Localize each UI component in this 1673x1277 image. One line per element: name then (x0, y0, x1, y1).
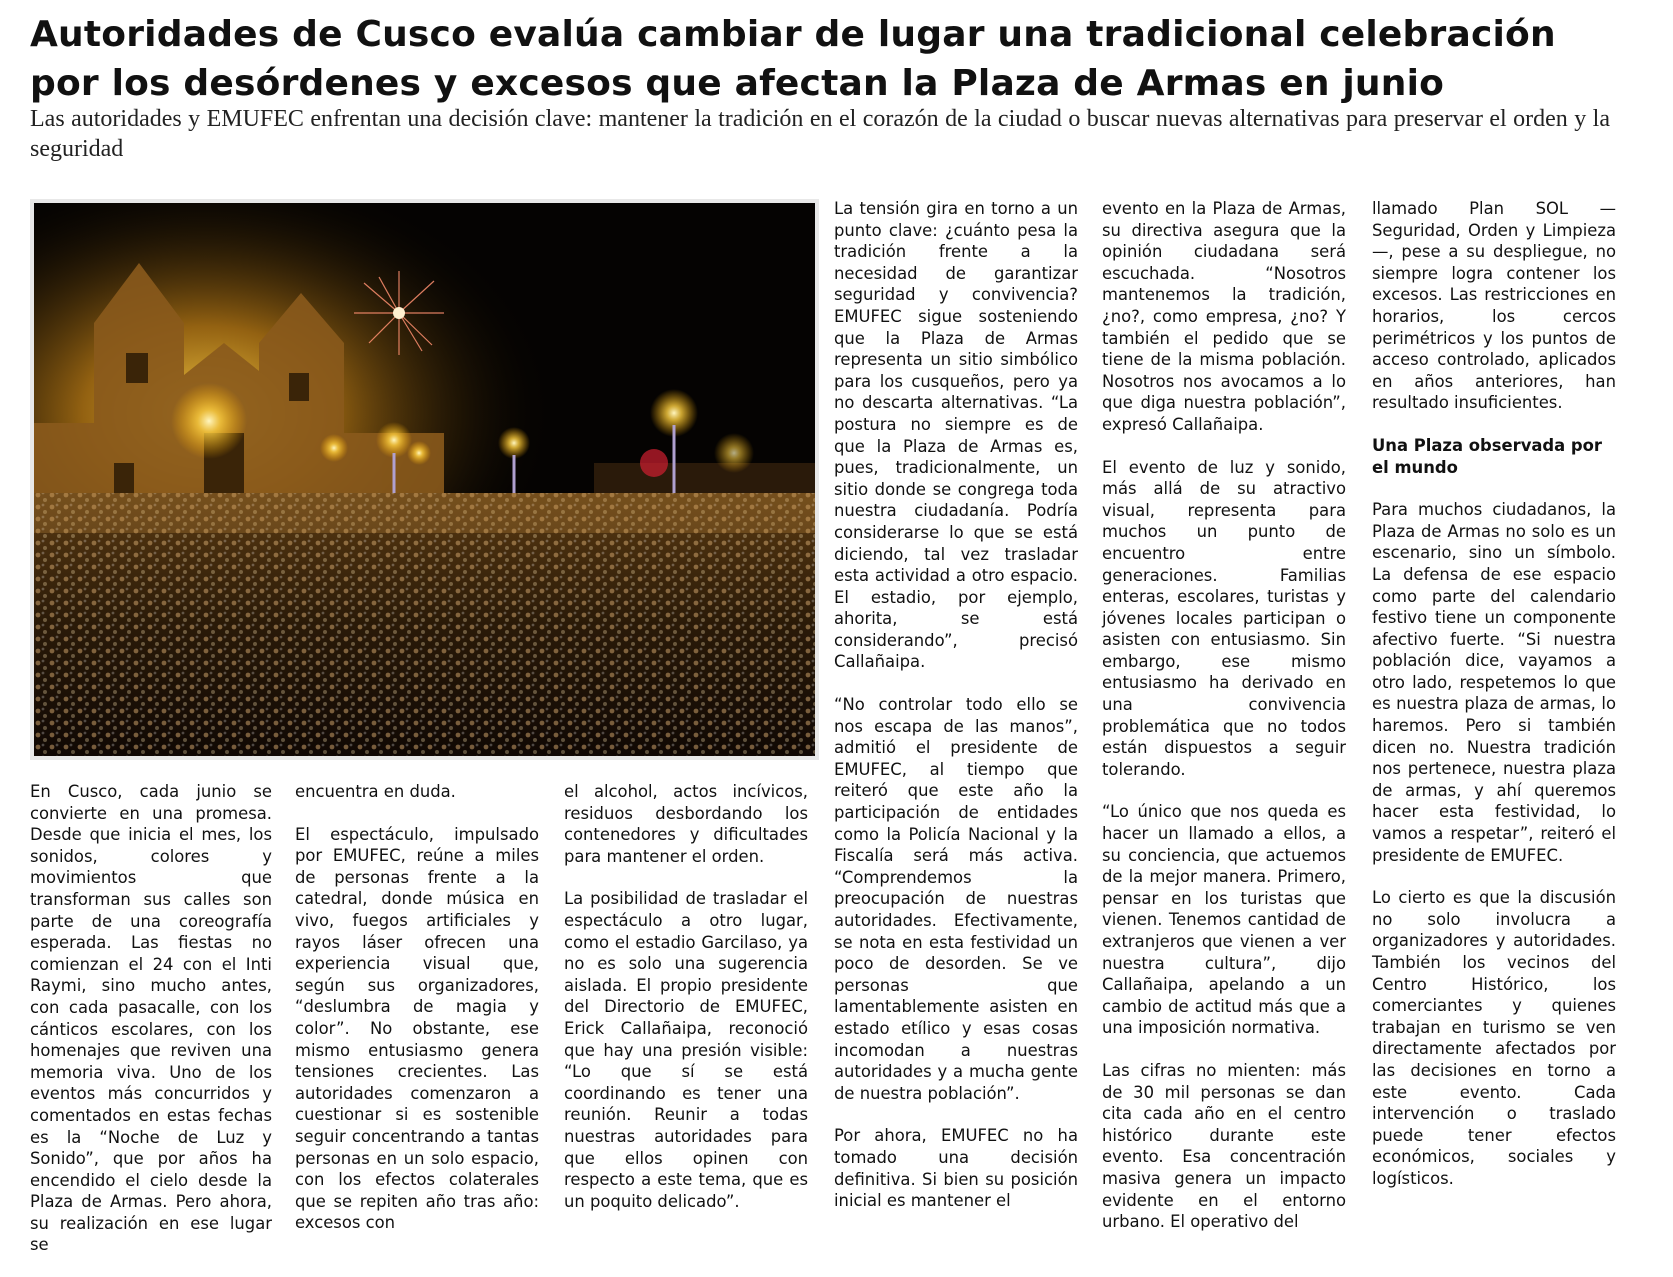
paragraph: Para muchos ciudadanos, la Plaza de Armas no solo es un escenario, sino un símbolo. La defensa de ese espacio como parte del calendario festivo tiene un componente afectivo fuerte. “Si nuestra población dice, vayamos a otro lado, respetemos lo que es nuestra plaza de armas, lo haremos. Pero si también dicen no. Nuestra tradición nos pertenece, nuestra plaza de armas, y ahí queremos hacer esta festividad, lo vamos a respetar”, reiteró el presidente de EMUFEC. (1372, 500, 1616, 865)
paragraph: Lo cierto es que la discusión no solo involucra a organizadores y autoridades. También los vecinos del Centro Histórico, los comerciantes y quienes trabajan en turismo se ven directamente afectados por las decisiones en torno a este evento. Cada intervención o traslado puede tener efectos económicos, sociales y logísticos. (1372, 888, 1616, 1188)
subtitle: Las autoridades y EMUFEC enfrentan una decisión clave: mantener la tradición en el corazón de la ciudad o buscar nuevas alternativas para preservar el orden y la seguridad (30, 106, 1610, 162)
paragraph: Las cifras no mienten: más de 30 mil personas se dan cita cada año en el centro histórico durante este evento. Esa concentración masiva genera un impacto evidente en el entorno urbano. El operativo del (1102, 1060, 1346, 1232)
article-column-3 (564, 781, 808, 1233)
article-column-2 (295, 781, 539, 1255)
paragraph: El evento de luz y sonido, más allá de su atractivo visual, representa para muchos un punto de encuentro entre generaciones. Familias enteras, escolares, turistas y jóvenes locales participan o asisten con entusiasmo. Sin embargo, ese mismo entusiasmo ha derivado en una convivencia problemática que no todos están dispuestos a seguir tolerando. (1102, 457, 1346, 779)
paragraph: En Cusco, cada junio se convierte en una promesa. Desde que inicia el mes, los sonidos, colores y movimientos que transforman sus calles son parte de una coreografía esperada. Las fiestas no comienzan el 24 con el Inti Raymi, sino mucho antes, con cada pasacalle, con los cánticos escolares, con los homenajes que reviven una memoria viva. Uno de los eventos más concurridos y comentados en estas fechas es la “Noche de Luz y Sonido”, que por años ha encendido el cielo desde la Plaza de Armas. Pero ahora, su realización en ese lugar se (30, 782, 272, 1255)
night-festival-photo-icon (34, 203, 815, 756)
paragraph: “Lo único que nos queda es hacer un llamado a ellos, a su conciencia, que actuemos de la mejor manera. Primero, pensar en los turistas que vienen. Tenemos cantidad de extranjeros que vienen a ver nuestra cultura”, dijo Callañaipa, apelando a un cambio de actitud más que a una imposición normativa. (1102, 802, 1346, 1038)
paragraph: el alcohol, actos incívicos, residuos desbordando los contenedores y dificultades para mantener el orden. (564, 782, 808, 866)
paragraph: Por ahora, EMUFEC no ha tomado una decisión definitiva. Si bien su posición inicial es mantener el (834, 1126, 1078, 1211)
paragraph: encuentra en duda. (295, 782, 456, 801)
headline: Autoridades de Cusco evalúa cambiar de lugar una tradicional celebración por los desórdenes y excesos que afectan la Plaza de Armas en junio (30, 14, 1556, 104)
paragraph: “No controlar todo ello se nos escapa de las manos”, admitió el presidente de EMUFEC, al tiempo que reiteró que este año la participación de entidades como la Policía Nacional y la Fiscalía será más activa. “Comprendemos la preocupación de nuestras autoridades. Efectivamente, se nota en esta festividad un poco de desorden. Se ve personas que lamentablemente asisten en estado etílico y esas cosas incomodan a nuestras autoridades y a mucha gente de nuestra población”. (834, 695, 1078, 1103)
article-column-1 (30, 781, 272, 1277)
paragraph: El espectáculo, impulsado por EMUFEC, reúne a miles de personas frente a la catedral, donde música en vivo, fuegos artificiales y rayos láser ofrecen una experiencia visual que, según sus organizadores, “deslumbra de magia y color”. No obstante, ese mismo entusiasmo genera tensiones crecientes. Las autoridades comenzaron a cuestionar si es sostenible seguir concentrando a tantas personas en un solo espacio, con los efectos colaterales que se repiten año tras año: excesos con (295, 824, 539, 1233)
paragraph: evento en la Plaza de Armas, su directiva asegura que la opinión ciudadana será escuchada. “Nosotros mantenemos la tradición, ¿no?, como empresa, ¿no? Y también el pedido que se tiene de la misma población. Nosotros nos avocamos a lo que diga nuestra población”, expresó Callañaipa. (1102, 199, 1346, 434)
article-column-4 (834, 198, 1078, 1233)
paragraph: llamado Plan SOL —Seguridad, Orden y Limpieza—, pese a su despliegue, no siempre logra contener los excesos. Las restricciones en horarios, los cercos perimétricos y los puntos de acceso controlado, aplicados en años anteriores, han resultado insuficientes. (1372, 199, 1616, 413)
section-heading: Una Plaza observada por el mundo (1372, 435, 1603, 477)
article-column-6 (1372, 198, 1616, 1211)
paragraph: La posibilidad de trasladar el espectáculo a otro lugar, como el estadio Garcilaso, ya no es solo una sugerencia aislada. El propio presidente del Directorio de EMUFEC, Erick Callañaipa, reconoció que hay una presión visible: “Lo que sí se está coordinando es tener una reunión. Reunir a todas nuestras autoridades para que ellos opinen con respecto a este tema, que es un poquito delicado”. (564, 889, 808, 1211)
article-column-5 (1102, 198, 1346, 1254)
paragraph: La tensión gira en torno a un punto clave: ¿cuánto pesa la tradición frente a la necesidad de garantizar seguridad y convivencia? EMUFEC sigue sosteniendo que la Plaza de Armas representa un sitio simbólico para los cusqueños, pero ya no descarta alternativas. “La postura no siempre es de que la Plaza de Armas es, pues, tradicionalmente, un sitio donde se congrega toda nuestra ciudadanía. Podría considerarse lo que se está diciendo, tal vez trasladar esta actividad a otro espacio. El estadio, por ejemplo, ahorita, se está considerando”, precisó Callañaipa. (834, 199, 1078, 672)
festival-photo (30, 199, 819, 760)
